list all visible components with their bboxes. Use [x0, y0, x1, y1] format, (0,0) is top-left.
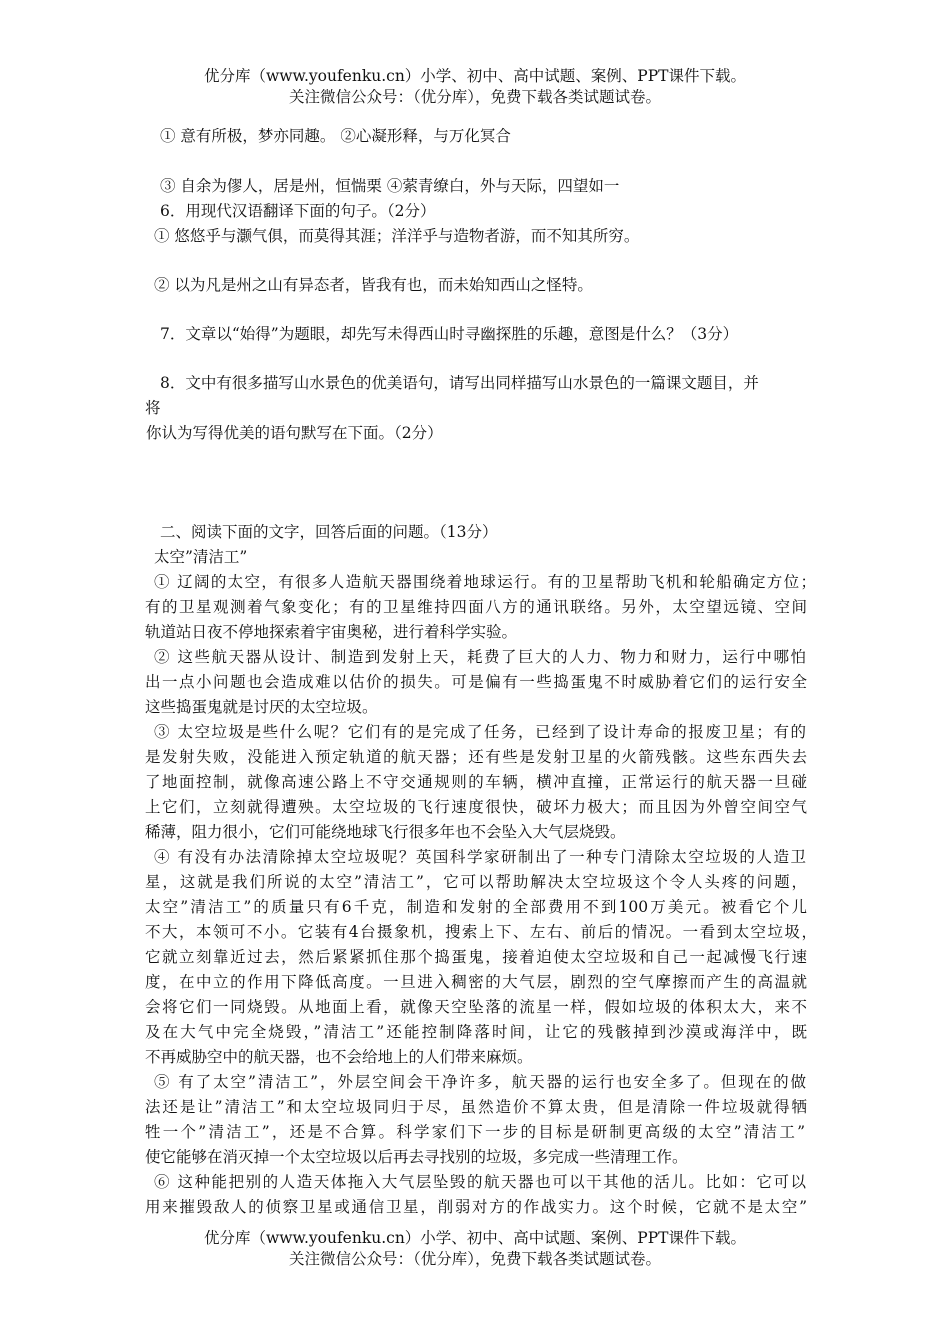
header-line-1: 优分库（www.youfenku.cn）小学、初中、高中试题、案例、PPT课件下载。	[203, 67, 747, 85]
passage-line: 度，在中立的作用下降低高度。一旦进入稠密的大气层，剧烈的空气摩擦而产生的高温就	[145, 973, 807, 991]
passage-line: 用来摧毁敌人的侦察卫星或通信卫星，削弱对方的作战实力。这个时候，它就不是太空”	[145, 1198, 807, 1216]
q5-items-a: ① 意有所极，梦亦同趣。 ②心凝形释，与万化冥合	[160, 127, 511, 145]
passage-line: 不再威胁空中的航天器，也不会给地上的人们带来麻烦。	[145, 1048, 533, 1066]
passage-line: 有的卫星观测着气象变化；有的卫星维持四面八方的通讯联络。另外，太空望远镜、空间	[145, 598, 807, 616]
q6-item-1: ① 悠悠乎与灏气俱，而莫得其涯；洋洋乎与造物者游，而不知其所穷。	[154, 227, 640, 245]
passage-line: 它就立刻靠近过去，然后紧紧抓住那个捣蛋鬼，接着迫使太空垃圾和自己一起减慢飞行速	[145, 948, 807, 966]
footer-line-1: 优分库（www.youfenku.cn）小学、初中、高中试题、案例、PPT课件下载。	[203, 1229, 747, 1247]
header-line-2: 关注微信公众号：（优分库），免费下载各类试题试卷。	[288, 88, 661, 106]
passage-line: 上它们，立刻就得遭殃。太空垃圾的飞行速度很快，破坏力极大；而且因为外曾空间空气	[145, 798, 807, 816]
q8-line-3: 你认为写得优美的语句默写在下面。（2分）	[146, 424, 443, 442]
passage-line: 稀薄，阻力很小，它们可能绕地球飞行很多年也不会坠入大气层烧毁。	[145, 823, 626, 841]
q5-items-b: ③ 自余为僇人，居是州，恒惴栗 ④萦青缭白，外与天际，四望如一	[160, 177, 620, 195]
passage-line: ① 辽阔的太空，有很多人造航天器围绕着地球运行。有的卫星帮助飞机和轮船确定方位；	[154, 573, 816, 591]
q8-line-2: 将	[145, 399, 161, 417]
passage-title: 太空”清洁工”	[154, 548, 248, 566]
q7-question: 7．文章以“始得”为题眼，却先写未得西山时寻幽探胜的乐趣，意图是什么？（3分）	[160, 325, 739, 343]
passage-line: 牲一个”清洁工”，还是不合算。科学家们下一步的目标是研制更高级的太空”清洁工”	[145, 1123, 805, 1141]
passage-line: 轨道站日夜不停地探索着宇宙奥秘，进行着科学实验。	[145, 623, 518, 641]
page-footer	[0, 1228, 950, 1270]
passage-line: 星，这就是我们所说的太空”清洁工”，它可以帮助解决太空垃圾这个令人头疼的问题，	[145, 873, 807, 891]
q8-line-1: 8．文中有很多描写山水景色的优美语句，请写出同样描写山水景色的一篇课文题目，并	[160, 374, 759, 392]
passage-line: 使它能够在消灭掉一个太空垃圾以后再去寻找别的垃圾，多完成一些清理工作。	[145, 1148, 688, 1166]
passage-line: ④ 有没有办法清除掉太空垃圾呢？英国科学家研制出了一种专门清除太空垃圾的人造卫	[154, 848, 806, 866]
passage-line: 这些捣蛋鬼就是讨厌的太空垃圾。	[145, 698, 378, 716]
passage-line: 太空”清洁工”的质量只有6千克，制造和发射的全部费用不到100万美元。被看它个儿	[145, 898, 807, 916]
passage-line: ⑥ 这种能把别的人造天体拖入大气层坠毁的航天器也可以干其他的活儿。比如：它可以	[154, 1173, 806, 1191]
passage-line: 出一点小问题也会造成难以估价的损失。可是偏有一些捣蛋鬼不时威胁着它们的运行安全	[145, 673, 807, 691]
page-header	[0, 66, 950, 108]
passage-line: 法还是让”清洁工”和太空垃圾同归于尽，虽然造价不算太贵，但是清除一件垃圾就得牺	[145, 1098, 807, 1116]
q6-title: 6．用现代汉语翻译下面的句子。（2分）	[160, 202, 436, 220]
footer-line-2: 关注微信公众号：（优分库），免费下载各类试题试卷。	[288, 1250, 661, 1268]
passage-line: ③ 太空垃圾是些什么呢？它们有的是完成了任务，已经到了设计寿命的报废卫星；有的	[154, 723, 806, 741]
q6-item-2: ② 以为凡是州之山有异态者，皆我有也，而未始知西山之怪特。	[154, 276, 593, 294]
section2-heading: 二、阅读下面的文字，回答后面的问题。（13分）	[160, 523, 498, 541]
passage-line: 不大，本领可不小。它装有4台摄象机，搜索上下、左右、前后的情况。一看到太空垃圾，	[145, 923, 817, 941]
passage-line: 会将它们一同烧毁。从地面上看，就像天空坠落的流星一样，假如垃圾的体积太大，来不	[145, 998, 807, 1016]
passage-line: 了地面控制，就像高速公路上不守交通规则的车辆，横冲直撞，正常运行的航天器一旦碰	[145, 773, 807, 791]
passage-line: ⑤ 有了太空”清洁工”，外层空间会干净许多，航天器的运行也安全多了。但现在的做	[154, 1073, 806, 1091]
passage-line: 是发射失败，没能进入预定轨道的航天器；还有些是发射卫星的火箭残骸。这些东西失去	[145, 748, 807, 766]
passage-line: 及在大气中完全烧毁，”清洁工”还能控制降落时间，让它的残骸掉到沙漠或海洋中，既	[145, 1023, 807, 1041]
passage-line: ② 这些航天器从设计、制造到发射上天，耗费了巨大的人力、物力和财力，运行中哪怕	[154, 648, 806, 666]
